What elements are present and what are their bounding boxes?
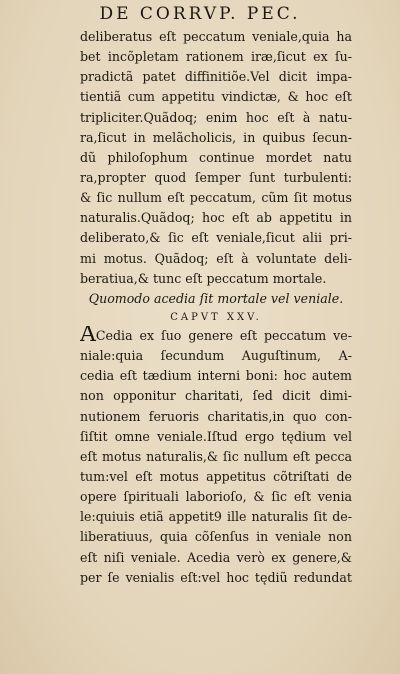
text-line: le:quiuis etiã appetit9 ille naturalis ſit de- (80, 509, 352, 525)
first-line-text: Cedia ex ſuo genere eſt peccatum ve- (95, 327, 352, 343)
text-line: ra,propter quod ſemper ſunt turbulenti: (80, 169, 352, 185)
text-line: deliberatus eſt peccatum veniale,quia ha (80, 29, 352, 44)
text-line: beratiua,& tunc eſt peccatum mortale. (80, 270, 327, 286)
text-line: nutionem feruoris charitatis,in quo con- (80, 408, 352, 424)
text-line: niale:quia ſecundum Auguſtinum, A- (80, 348, 352, 364)
text-line: tientiã cum appetitu vindictæ, & hoc eſt (80, 89, 352, 105)
text-line: tripliciter.Quãdoq; enim hoc eſt à natu- (80, 109, 352, 125)
text-line: eſt niſi veniale. Acedia verò ex genere,& (80, 549, 352, 565)
text-line: per ſe venialis eſt:vel hoc tędiũ redundat (80, 569, 352, 585)
running-head: DE CORRVP. PEC. (99, 4, 301, 24)
text-block (80, 27, 352, 588)
text-line: tum:vel eſt motus appetitus cõtriſtati de (80, 468, 352, 484)
text-line: opere ſpirituali laborioſo, & ſic eſt venia (80, 489, 352, 505)
text-line: ſiſtit omne veniale.Iſtud ergo tędium vel (80, 428, 352, 444)
text-line: eſt motus naturalis,& ſic nullum eſt pecca (80, 448, 352, 464)
text-line: pradictã patet diffinitiõe.Vel dicit impa- (80, 69, 352, 85)
text-line: naturalis.Quãdoq; hoc eſt ab appetitu in (80, 210, 352, 226)
text-line: liberatiuus, quia cõſenſus in veniale non (80, 529, 352, 545)
chapter-title: Quomodo acedia ſit mortale vel veniale. (88, 290, 344, 306)
drop-initial: A (80, 325, 96, 347)
text-line: mi motus. Quãdoq; eſt à voluntate deli- (80, 250, 352, 266)
first-line (80, 326, 352, 346)
text-line: non opponitur charitati, ſed dicit dimi- (80, 388, 352, 404)
text-line: bet incõpletam rationem iræ,ſicut ex ſu- (80, 49, 352, 65)
text-line: & ſic nullum eſt peccatum, cũm ſit motus (80, 190, 352, 206)
text-line: cedia eſt tædium interni boni: hoc autem (80, 368, 352, 384)
text-line: dũ philoſophum continue mordet natu (80, 149, 352, 165)
chapter-number: CAPVT XXV. (170, 311, 262, 323)
text-line: deliberato,& ſic eſt veniale,ſicut alii pri- (80, 230, 352, 246)
text-line: ra,ſicut in melãcholicis, in quibus ſecun- (80, 129, 352, 145)
